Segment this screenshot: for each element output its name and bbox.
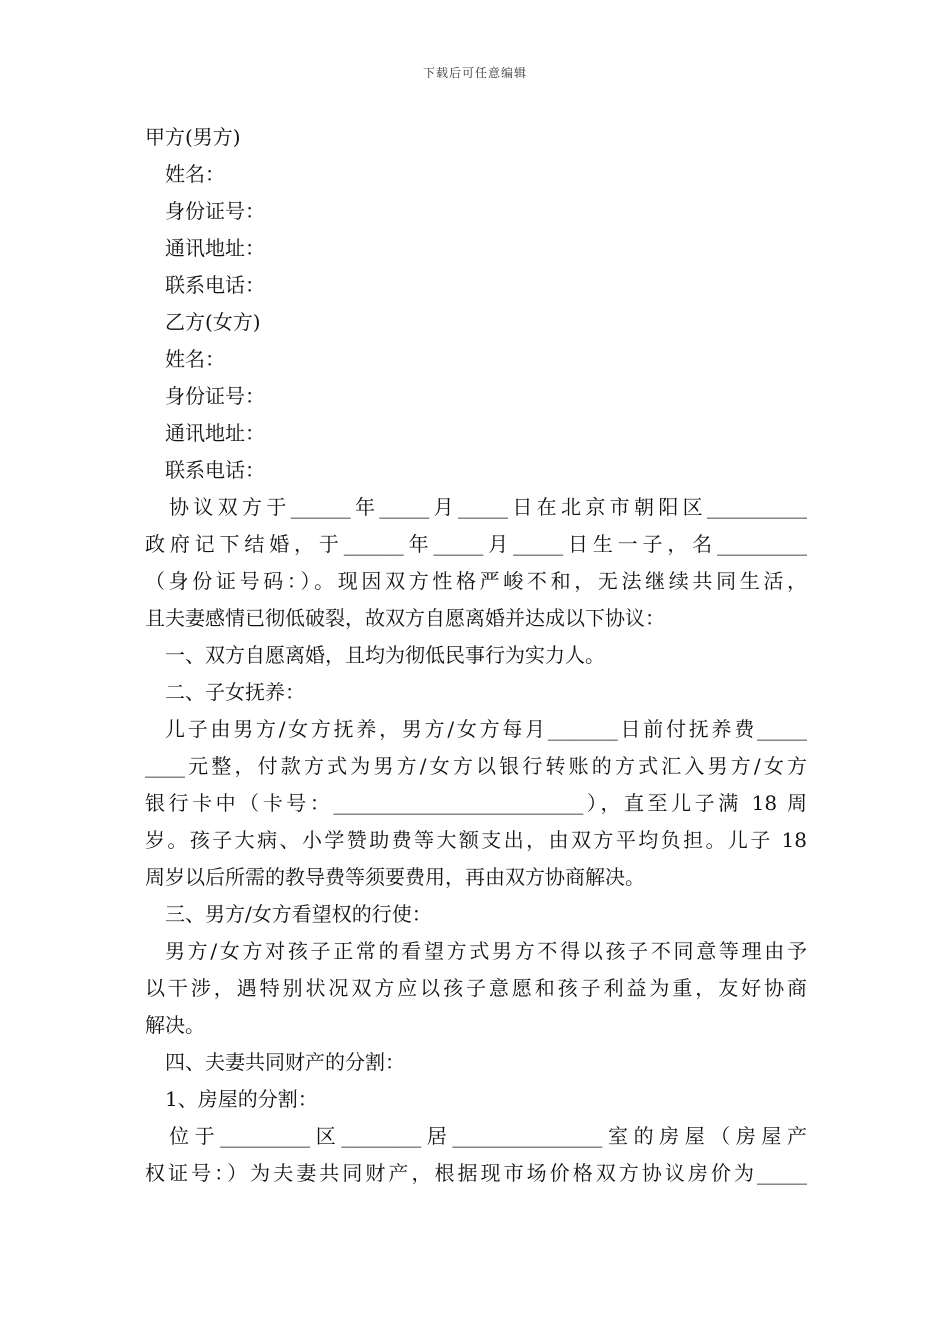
section-3-line: 解决。 [145,1013,205,1037]
section-4-title: 四、夫妻共同财产的分割： [165,1050,405,1074]
party-b-address: 通讯地址： [165,421,265,445]
party-b-id-number: 身份证号： [165,384,265,408]
section-4-line: 权证号：）为夫妻共同财产，根据现市场价格双方协议房价为_____ [145,1161,807,1185]
preamble-line: 政府记下结婚，于______年_____月_____日生一子，名_________ [145,532,807,556]
section-4-subtitle: 1、房屋的分割： [165,1087,318,1111]
section-2-line: 周岁以后所需的教导费等须要费用，再由双方协商解决。 [145,865,645,889]
section-2-line: 儿子由男方/女方抚养，男方/女方每月_______日前付抚养费_____ [165,717,807,741]
section-2-title: 二、子女抚养： [165,680,305,704]
section-2-line: 银行卡中（卡号：_________________________），直至儿子满 18 周 [145,791,807,815]
preamble-line: （身份证号码：）。现因双方性格严峻不和，无法继续共同生活， [145,569,807,593]
page-header: 下载后可任意编辑 [422,66,527,80]
party-a-address: 通讯地址： [165,236,265,260]
section-4-line: 位于_________区________居_______________室的房屋（房屋产 [169,1124,807,1148]
section-2-line: 岁。孩子大病、小学赞助费等大额支出，由双方平均负担。儿子 18 [145,828,807,852]
party-b-name: 姓名： [165,347,225,371]
preamble-line: 且夫妻感情已彻低破裂，故双方自愿离婚并达成以下协议： [145,606,665,630]
section-1-text: 一、双方自愿离婚，且均为彻低民事行为实力人。 [165,643,605,667]
section-3-line: 男方/女方对孩子正常的看望方式男方不得以孩子不同意等理由予 [165,939,807,963]
section-3-title: 三、男方/女方看望权的行使： [165,902,432,926]
party-b-title: 乙方(女方) [165,310,261,334]
section-3-line: 以干涉，遇特别状况双方应以孩子意愿和孩子利益为重，友好协商 [145,976,807,1000]
party-b-phone: 联系电话： [165,458,265,482]
party-a-phone: 联系电话： [165,273,265,297]
party-a-name: 姓名： [165,162,225,186]
party-a-id-number: 身份证号： [165,199,265,223]
agreement-body [145,119,807,1192]
section-2-line: ____元整，付款方式为男方/女方以银行转账的方式汇入男方/女方 [145,754,807,778]
preamble-line: 协议双方于______年_____月_____日在北京市朝阳区__________ [169,495,807,519]
party-a-title: 甲方(男方) [145,125,241,149]
